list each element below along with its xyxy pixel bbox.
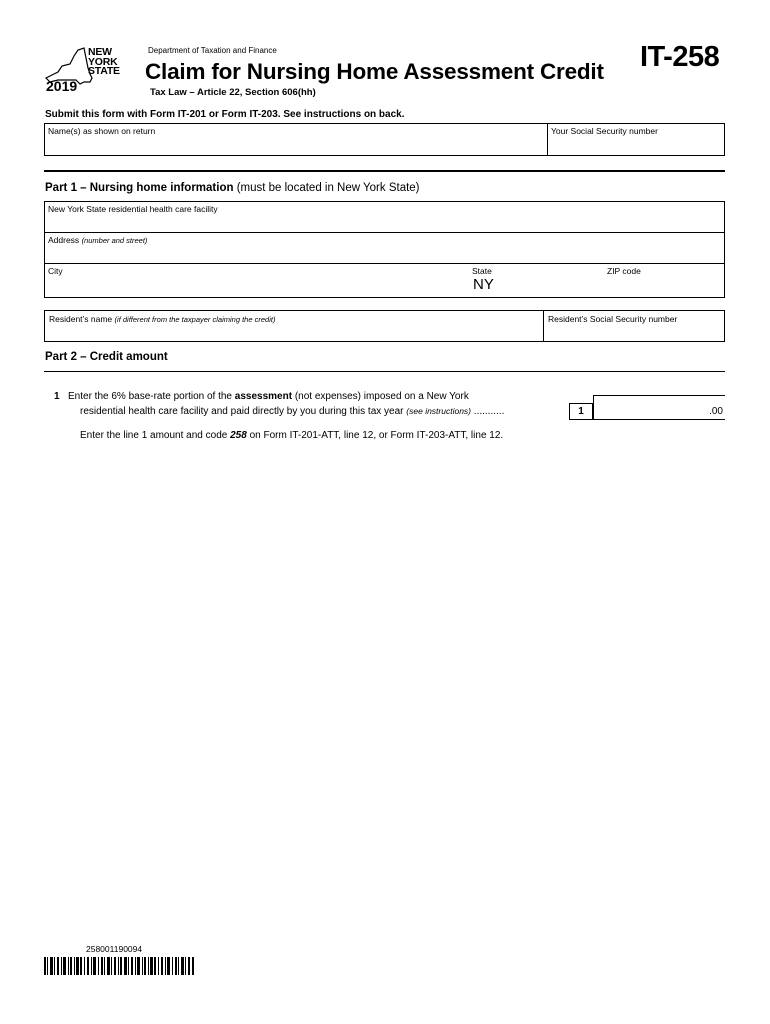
address-field[interactable] [44, 233, 725, 263]
address-label-text: Address [48, 235, 80, 245]
taxpayer-name-field[interactable] [44, 123, 548, 156]
part1-heading [45, 182, 420, 194]
taxpayer-ssn-label: Your Social Security number [551, 126, 658, 136]
form-number: IT-258 [640, 41, 720, 73]
line1-box-label: 1 [569, 403, 593, 420]
part1-heading-title: Part 1 – Nursing home information [45, 182, 234, 194]
logo-line: YORK [88, 55, 118, 68]
barcode [44, 957, 194, 975]
taxpayer-ssn-field[interactable] [547, 123, 725, 156]
facility-label: New York State residential health care facility [48, 204, 218, 214]
barcode-graphic [44, 957, 194, 975]
state-value: NY [473, 276, 494, 293]
resident-name-hint: (if different from the taxpayer claiming the credit) [114, 315, 276, 324]
zip-label: ZIP code [607, 266, 641, 276]
line1-text: Enter the 6% base-rate portion of the [68, 391, 235, 402]
resident-name-label [49, 314, 275, 324]
section-divider [44, 371, 725, 372]
part1-heading-note: (must be located in New York State) [233, 182, 420, 194]
line1-text: (not expenses) imposed on a New York [292, 391, 469, 402]
taxpayer-name-label: Name(s) as shown on return [48, 126, 156, 136]
instruction-text: Enter the line 1 amount and code [80, 430, 231, 441]
state-field[interactable] [466, 264, 556, 297]
line1-cents: .00 [709, 406, 723, 417]
nys-logo [44, 44, 128, 94]
logo-line: STATE [88, 65, 120, 77]
part2-heading: Part 2 – Credit amount [45, 351, 168, 363]
instruction-code: 258 [230, 430, 247, 441]
line1-bold: assessment [234, 391, 293, 402]
instruction-text: on Form IT-201-ATT, line 12, or Form IT-203-ATT, line 12. [246, 430, 504, 441]
address-label [48, 235, 147, 245]
line1-leader-dots: ........... [471, 406, 505, 417]
tax-law-reference: Tax Law – Article 22, Section 606(hh) [150, 87, 316, 98]
department-name: Department of Taxation and Finance [148, 46, 277, 55]
form-year: 2019 [46, 78, 78, 94]
city-field[interactable] [44, 264, 464, 297]
address-hint: (number and street) [81, 236, 148, 245]
logo-line: NEW [88, 46, 112, 58]
resident-name-field[interactable] [44, 310, 544, 342]
facility-field[interactable] [44, 201, 725, 232]
page-title: Claim for Nursing Home Assessment Credit [145, 59, 604, 84]
zip-field[interactable] [600, 264, 720, 297]
line1-hint: (see instructions) [406, 406, 472, 416]
line1-amount-field[interactable] [593, 395, 725, 420]
submit-note: Submit this form with Form IT-201 or Form IT-203. See instructions on back. [45, 109, 405, 120]
resident-name-label-text: Resident’s name [49, 314, 113, 324]
resident-ssn-label: Resident’s Social Security number [548, 314, 678, 324]
line1-text: residential health care facility and paid directly by you during this tax year [80, 406, 407, 417]
line1-instruction [80, 430, 503, 441]
resident-ssn-field[interactable] [543, 310, 725, 342]
line1-description-cont [80, 404, 570, 419]
city-label: City [48, 266, 63, 276]
state-label: State [472, 266, 492, 276]
barcode-number: 258001190094 [86, 944, 143, 954]
line1-description [68, 389, 568, 404]
section-divider [44, 170, 725, 172]
line1-number: 1 [54, 391, 60, 402]
logo-text [88, 48, 120, 77]
